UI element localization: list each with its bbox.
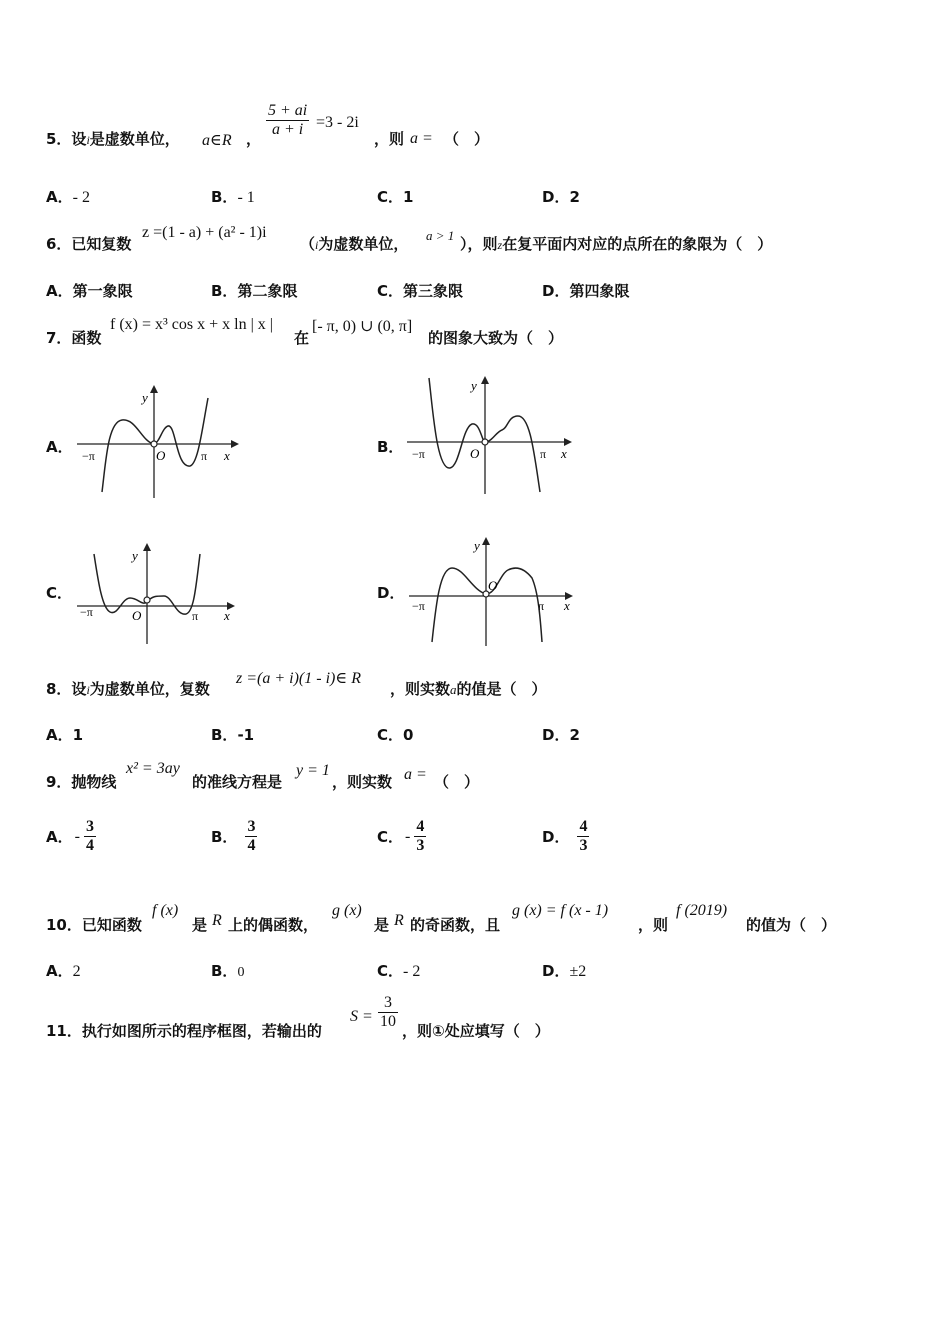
q8-tail: ，则实数a的值是（ ） — [390, 680, 547, 698]
svg-text:−π: −π — [412, 447, 425, 461]
q8-option-a[interactable]: A．1 — [46, 726, 84, 744]
q5-i: i — [86, 133, 90, 147]
q7-option-d[interactable]: D． — [377, 584, 405, 602]
svg-text:−π: −π — [82, 449, 95, 463]
q5-number: 5．设 — [46, 130, 87, 148]
q10-text4: 的奇函数，且 — [410, 916, 501, 934]
q11-text1: ，则①处应填写（ ） — [402, 1022, 550, 1040]
q11-number: 11．执行如图所示的程序框图，若输出的 — [46, 1022, 322, 1040]
q5-paren: （ ） — [444, 130, 490, 148]
q5-text1: 是虚数单位， — [89, 130, 180, 148]
svg-text:x: x — [224, 608, 230, 623]
q10-text2: 上的偶函数， — [228, 916, 319, 934]
q8-option-c[interactable]: C．0 — [377, 726, 414, 744]
svg-text:π: π — [538, 599, 545, 613]
q7-text2: 的图象大致为（ ） — [428, 329, 564, 347]
q8-option-b[interactable]: B．-1 — [211, 726, 255, 744]
q9-eq: x² = 3ay — [126, 760, 180, 777]
q5-option-c[interactable]: C．1 — [377, 188, 414, 206]
q7-option-c[interactable]: C． — [46, 584, 73, 602]
q10-text6: 的值为（ ） — [746, 916, 837, 934]
question-5 — [46, 128, 180, 149]
q5-frac-num: 5 + ai — [268, 102, 308, 119]
q10-text1: 是 — [192, 916, 208, 934]
q7-option-b[interactable]: B． — [377, 438, 404, 456]
q6-question-line: （i为虚数单位， — [300, 235, 409, 253]
q10-text3: 是 — [374, 916, 390, 934]
q7-text1: 在 — [294, 329, 310, 347]
q9-text2: ，则实数 — [332, 773, 393, 791]
q7-graph-d — [404, 534, 584, 648]
svg-text:y: y — [132, 548, 138, 563]
q9-option-d[interactable]: D． $\frac{4}{3}$ — [542, 818, 588, 854]
q8-option-d[interactable]: D．2 — [542, 726, 580, 744]
q8-line: 8．设i为虚数单位，复数 — [46, 680, 210, 698]
svg-text:−π: −π — [80, 605, 93, 619]
q9-text1: 的准线方程是 — [192, 773, 283, 791]
q5-frac-den: a + i — [272, 121, 304, 138]
q11-S-eq: S = — [350, 1008, 373, 1025]
svg-text:−π: −π — [412, 599, 425, 613]
q10-fx: f (x) — [152, 902, 179, 919]
q5-aR: a∈R — [202, 132, 232, 149]
q7-number: 7．函数 — [46, 329, 102, 347]
q6-option-a[interactable]: A．第一象限 — [46, 282, 133, 300]
svg-text:π: π — [192, 609, 199, 623]
q10-number: 10．已知函数 — [46, 916, 142, 934]
svg-text:π: π — [201, 449, 208, 463]
q5-a-eq: a = — [410, 130, 433, 147]
q9-a-eq: a = — [404, 766, 427, 783]
svg-text:O: O — [470, 446, 480, 461]
svg-text:x: x — [224, 448, 230, 463]
q10-option-c[interactable]: C．- 2 — [377, 962, 421, 980]
q7-domain: [- π, 0) ∪ (0, π] — [312, 318, 413, 335]
q10-option-a[interactable]: A．2 — [46, 962, 81, 980]
q5-fraction — [266, 102, 309, 139]
q6-option-c[interactable]: C．第三象限 — [377, 282, 464, 300]
svg-text:y: y — [471, 378, 477, 393]
q10-rel: g (x) = f (x - 1) — [512, 902, 609, 919]
svg-text:y: y — [142, 390, 148, 405]
q10-option-d[interactable]: D．±2 — [542, 962, 587, 980]
q7-graph-b — [402, 372, 582, 496]
q9-option-b[interactable]: B． $\frac{3}{4}$ — [211, 818, 256, 854]
q6-option-b[interactable]: B．第二象限 — [211, 282, 298, 300]
q9-dir: y = 1 — [296, 762, 330, 779]
q5-option-a[interactable]: A．- 2 — [46, 188, 90, 206]
q6-cond: a > 1 — [426, 228, 455, 243]
q5-option-d[interactable]: D．2 — [542, 188, 580, 206]
svg-text:O: O — [156, 448, 166, 463]
q6-z-expr: z =(1 - a) + (a² - 1)i — [142, 224, 267, 241]
svg-text:O: O — [132, 608, 142, 623]
svg-text:x: x — [564, 598, 570, 613]
q10-R2: R — [394, 912, 404, 929]
q7-f-expr: f (x) = x³ cos x + x ln | x | — [110, 316, 274, 333]
q6-number: 6．已知复数 — [46, 235, 132, 253]
svg-text:π: π — [540, 447, 547, 461]
q10-f2019: f (2019) — [676, 902, 728, 919]
q10-option-b[interactable]: B．0 — [211, 962, 245, 980]
q9-number: 9．抛物线 — [46, 773, 117, 791]
q5-comma: ， — [246, 130, 262, 148]
q7-graph-c — [72, 540, 242, 648]
q11-fraction: $\frac{3}{10}$ — [380, 994, 396, 1030]
q6-tail: ），则z在复平面内对应的点所在的象限为（ ） — [460, 235, 773, 253]
q7-option-a[interactable]: A． — [46, 438, 73, 456]
q9-option-a[interactable]: A． - $\frac{3}{4}$ — [46, 818, 94, 854]
q5-option-b[interactable]: B．- 1 — [211, 188, 255, 206]
q5-text2: ，则 — [374, 130, 405, 148]
svg-text:x: x — [561, 446, 567, 461]
q8-z-expr: z =(a + i)(1 - i)∈ R — [236, 670, 361, 687]
q10-gx: g (x) — [332, 902, 362, 919]
svg-text:y: y — [474, 538, 480, 553]
q10-text5: ，则 — [638, 916, 669, 934]
q5-rhs: =3 - 2i — [316, 114, 359, 131]
q9-paren: （ ） — [434, 773, 480, 791]
q6-option-d[interactable]: D．第四象限 — [542, 282, 630, 300]
svg-text:O: O — [488, 578, 498, 593]
q7-graph-a — [72, 380, 247, 500]
q9-option-c[interactable]: C． - $\frac{4}{3}$ — [377, 818, 425, 854]
q10-R1: R — [212, 912, 222, 929]
